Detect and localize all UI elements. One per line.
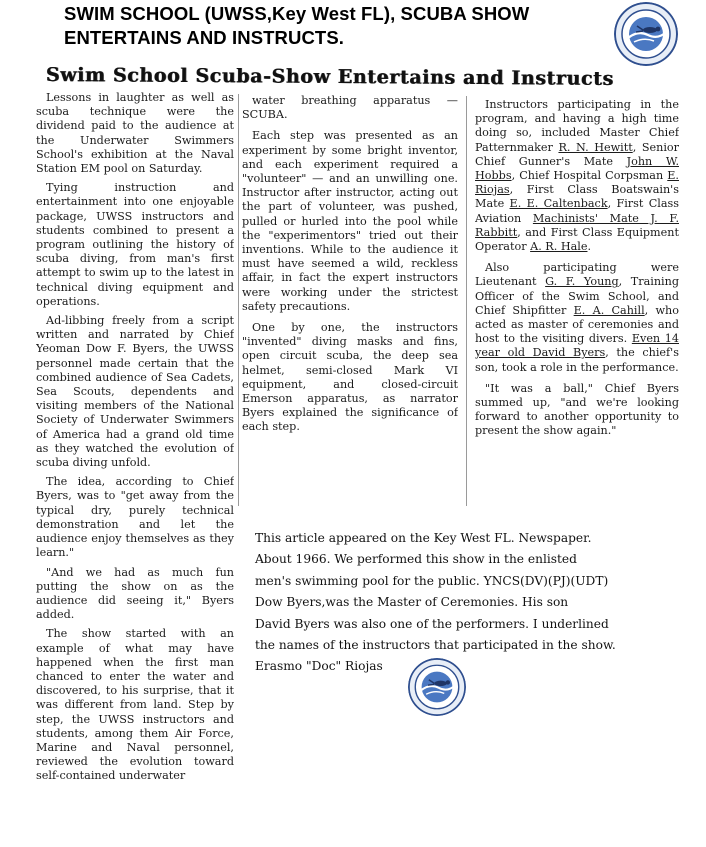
paragraph: water breathing apparatus — SCUBA. [242, 94, 458, 122]
navy-school-underwater-swimmers-seal-icon [408, 658, 466, 716]
note-line: men's swimming pool for the public. YNCS(DV)(PJ)(UDT) [255, 573, 609, 588]
headline-line-2: ENTERTAINS AND INSTRUCTS. [64, 27, 344, 48]
paragraph: The show started with an example of what may have happened when the first man chanced to enter the water and discovered, to his surprise, that it was different from land. Step by step, the UWSS instructors and students, among them Air Force, Marine and Naval personnel, reviewed the evolution toward self-contained underwater [36, 627, 234, 783]
paragraph: The idea, according to Chief Byers, was to "get away from the typical dry, purely technical demonstration and let the audience enjoy themselves as they learn." [36, 475, 234, 560]
underlined-name: E. E. Caltenback [509, 197, 608, 211]
text-run: Also participating were Lieutenant [475, 261, 679, 289]
column-divider [238, 94, 239, 506]
article-column-2 [242, 94, 458, 506]
note-line: the names of the instructors that participated in the show. [255, 638, 616, 653]
note-line: About 1966. We performed this show in the enlisted [255, 552, 577, 567]
underlined-name: Even 14 year old David Byers [475, 332, 679, 360]
text-run: . [587, 240, 592, 254]
note-line: Dow Byers,was the Master of Ceremonies. His son [255, 595, 569, 610]
navy-school-underwater-swimmers-seal-icon [614, 2, 678, 66]
note-line: This article appeared on the Key West FL. Newspaper. [255, 531, 592, 545]
underlined-name: G. F. Young [545, 275, 619, 289]
underlined-name: E. Riojas [475, 169, 679, 197]
article-column-3 [475, 98, 679, 504]
text-run: , the chief's son, took a role in the performance. [475, 346, 679, 374]
annotation-note [255, 528, 685, 678]
paragraph: Ad-libbing freely from a script written and narrated by Chief Yeoman Dow F. Byers, the UWSS personnel made certain that the combined audience of Sea Cadets, Sea Scouts, dependents and visiting members of the National Society of Underwater Swimmers of America had a grand old time as they watched the evolution of scuba diving unfold. [36, 314, 234, 470]
underlined-name: John W. Hobbs [475, 154, 679, 183]
underlined-name: R. N. Hewitt [558, 140, 633, 154]
paragraph [475, 98, 679, 254]
text-run: , Chief Hospital Corpsman [511, 169, 668, 183]
page-headline [64, 2, 604, 50]
text-run: , First Class Aviation [475, 197, 679, 225]
underlined-name: A. R. Hale [530, 240, 588, 254]
paragraph: One by one, the instructors "invented" diving masks and fins, open circuit scuba, the deep sea helmet, semi-closed Mark VI equipment, and closed-circuit Emerson apparatus, as narrator Byers explained the significance of each step. [242, 321, 458, 434]
text-run: , and First Class Equipment Operator [475, 225, 679, 254]
paragraph: Tying instruction and entertainment into one enjoyable package, UWSS instructors and students combined to present a program outlining the history of scuba diving, from man's first attempt to swim up to the latest in technical diving equipment and operations. [36, 181, 234, 308]
paragraph: "It was a ball," Chief Byers summed up, "and we're looking forward to another opportunity to present the show again." [475, 381, 679, 438]
headline-line-1: SWIM SCHOOL (UWSS,Key West FL), SCUBA SHOW [64, 3, 530, 24]
note-signature: Erasmo "Doc" Riojas [255, 659, 383, 674]
article-column-1 [36, 91, 234, 829]
text-run: Instructors participating in the program, and having a high time doing so, included Master Chief Patternmaker [475, 98, 679, 154]
underlined-name: E. A. Cahill [573, 303, 645, 317]
paragraph: "And we had as much fun putting the show on as the audience did seeing it," Byers added. [36, 565, 234, 622]
text-run: , who acted as master of ceremonies and host to the visiting divers. [475, 303, 679, 346]
text-run: , First Class Boatswain's Mate [475, 183, 679, 211]
note-line: David Byers was also one of the performers. I underlined [255, 616, 609, 631]
paragraph: Lessons in laughter as well as scuba technique were the dividend paid to the audience at the Underwater Swimmers School's exhibition at the Naval Station EM pool on Saturday. [36, 91, 234, 176]
underlined-name: Machinists' Mate J. F. Rabbitt [475, 211, 679, 239]
article-subhead: Swim School Scuba-Show Entertains and Instructs [45, 64, 614, 90]
paragraph [475, 261, 679, 375]
paragraph: Each step was presented as an experiment by some bright inventor, and each experiment required a "volunteer" — and an unwilling one. Instructor after instructor, acting out the part of volunteer, was pushed, pulled or hurled into the pool while the "experimentors" tried out their inventions. While to the audience it must have seemed a wild, reckless affair, in fact the expert instructors were working under the strictest safety precautions. [242, 129, 458, 313]
text-run: , Senior Chief Gunner's Mate [475, 140, 679, 168]
column-divider [466, 96, 467, 506]
text-run: , Training Officer of the Swim School, and Chief Shipfitter [475, 275, 679, 317]
